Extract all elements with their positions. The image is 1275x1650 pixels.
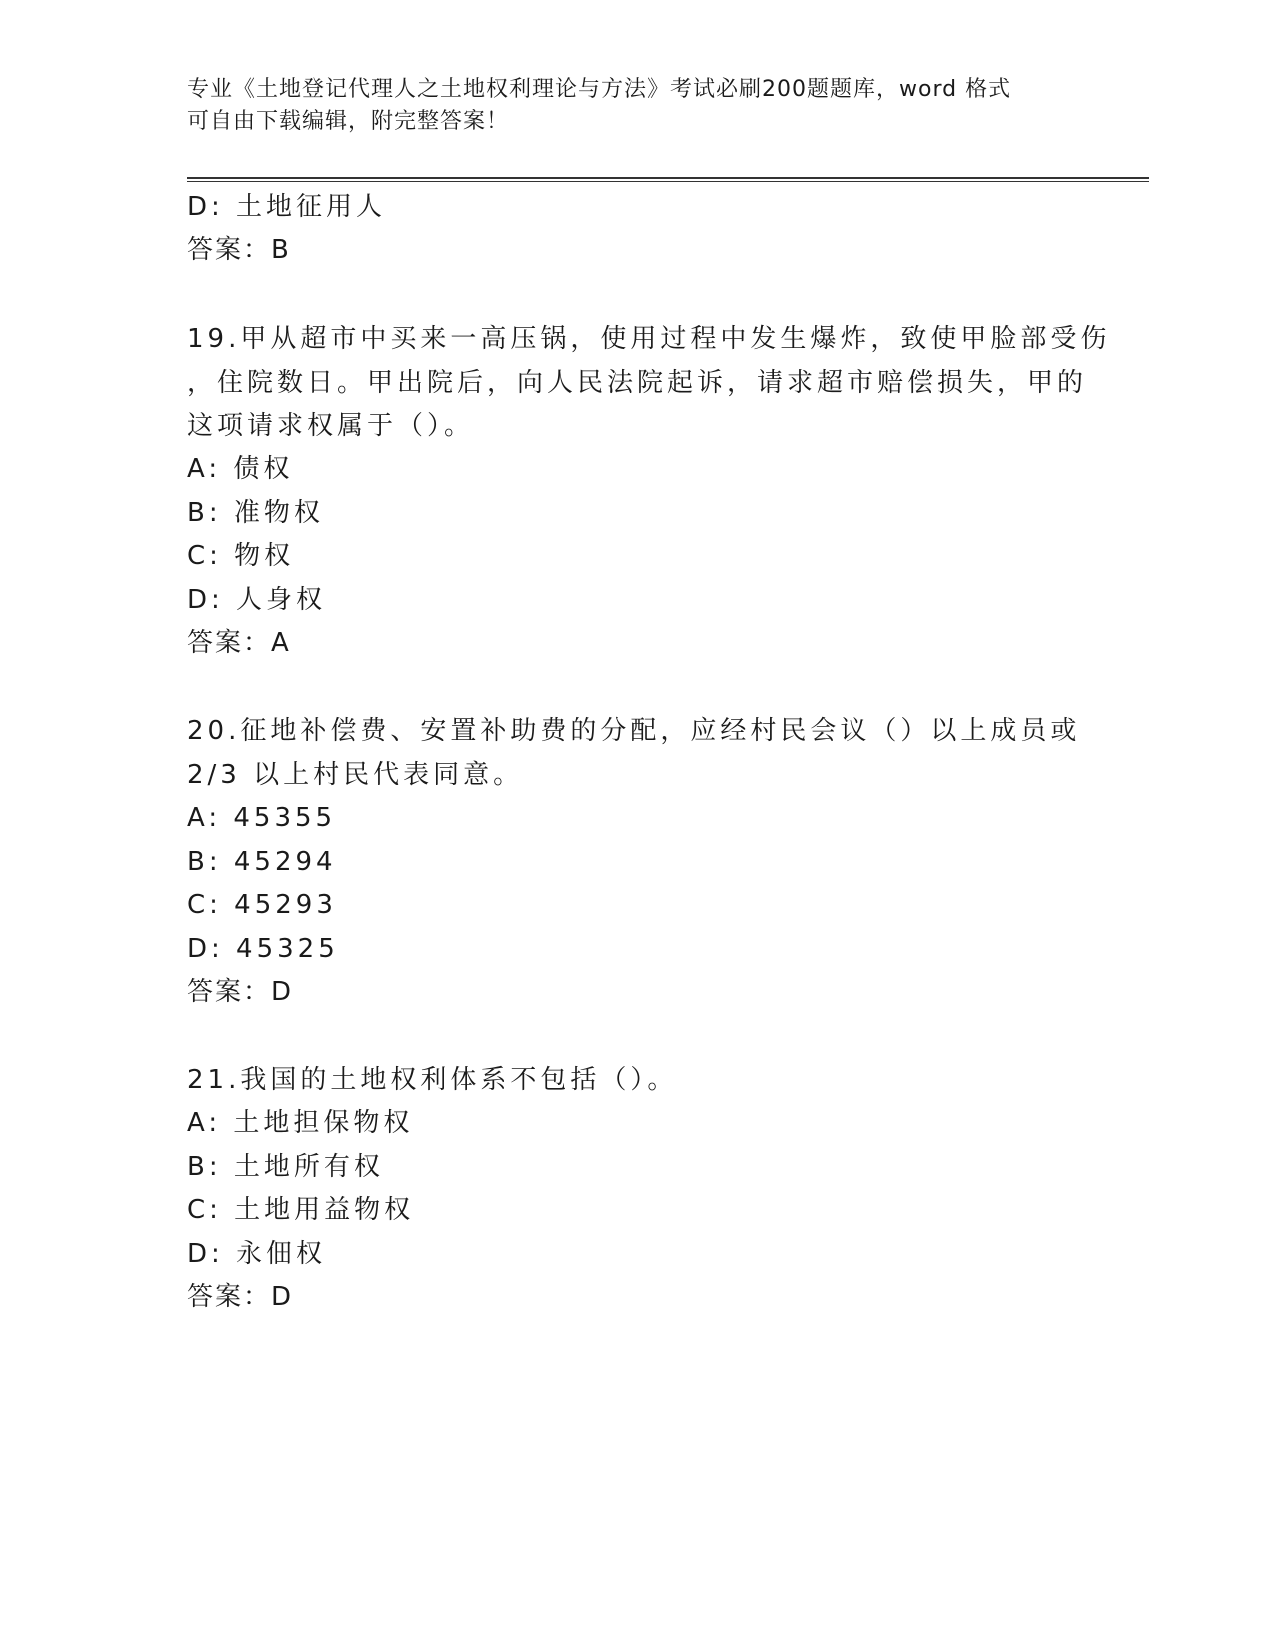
prev-option-d: D: 土地征用人	[187, 192, 387, 222]
option-b: B: 准物权	[187, 498, 324, 528]
header-line-1: 专业《土地登记代理人之土地权利理论与方法》考试必刷200题题库，word 格式	[187, 77, 1012, 102]
option-c: C: 土地用益物权	[187, 1195, 415, 1225]
option-b: B: 45294	[187, 847, 337, 877]
option-d: D: 永佃权	[187, 1239, 327, 1269]
option-d: D: 人身权	[187, 585, 327, 615]
option-c: C: 物权	[187, 541, 295, 571]
answer: 答案：A	[187, 628, 291, 658]
option-a: A: 45355	[187, 803, 337, 833]
question-stem-line: 这项请求权属于（）。	[187, 411, 475, 441]
question-stem-line: 20.征地补偿费、安置补助费的分配，应经村民会议（）以上成员或	[187, 716, 1081, 746]
option-b: B: 土地所有权	[187, 1152, 384, 1182]
option-c: C: 45293	[187, 890, 337, 920]
header-line-2: 可自由下载编辑，附完整答案！	[187, 109, 510, 134]
option-a: A: 债权	[187, 454, 294, 484]
prev-answer: 答案：B	[187, 235, 291, 265]
question-stem-line: 21.我国的土地权利体系不包括（）。	[187, 1065, 678, 1095]
header-divider	[187, 177, 1149, 182]
answer: 答案：D	[187, 1282, 294, 1312]
option-a: A: 土地担保物权	[187, 1108, 414, 1138]
option-d: D: 45325	[187, 934, 339, 964]
question-stem-line: 19.甲从超市中买来一高压锅，使用过程中发生爆炸，致使甲脸部受伤	[187, 324, 1111, 354]
page-header	[187, 74, 1087, 138]
question-stem-line: ，住院数日。甲出院后，向人民法院起诉，请求超市赔偿损失，甲的	[187, 368, 1088, 398]
question-stem-line: 2/3 以上村民代表同意。	[187, 760, 524, 790]
answer: 答案：D	[187, 977, 294, 1007]
